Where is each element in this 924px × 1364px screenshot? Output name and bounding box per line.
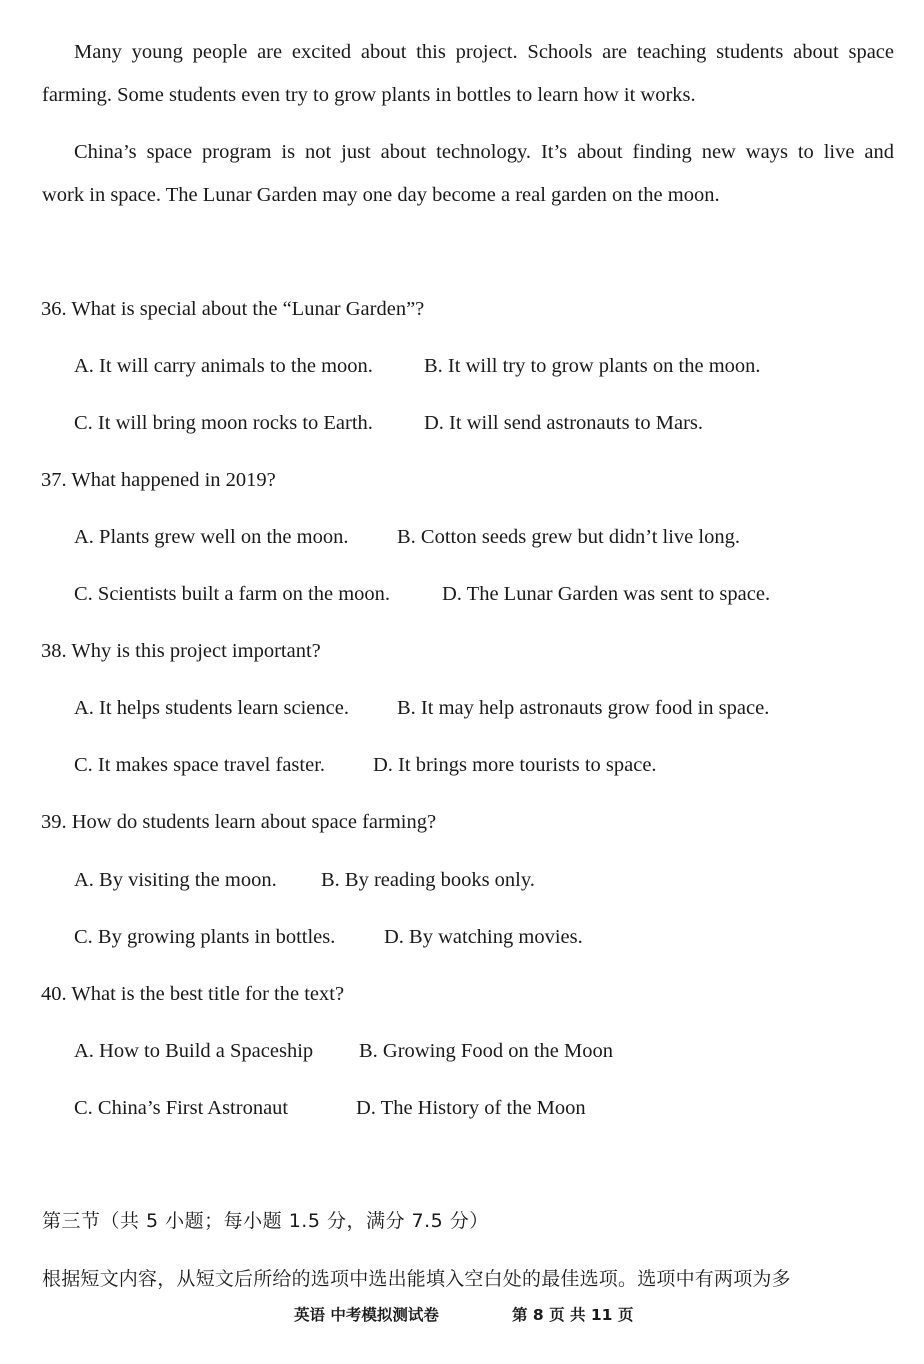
question-40-option-a: A. How to Build a Spaceship (74, 1040, 314, 1062)
question-36-option-c: C. It will bring moon rocks to Earth. (74, 412, 373, 434)
question-39-option-a: A. By visiting the moon. (74, 869, 277, 891)
passage-paragraph-2-line-2: work in space. The Lunar Garden may one day become a real garden on the moon. (42, 184, 720, 206)
footer-subject: 英语 中考模拟测试卷 (294, 1306, 439, 1324)
question-40-option-d: D. The History of the Moon (356, 1097, 586, 1119)
question-39-option-d: D. By watching movies. (384, 926, 583, 948)
question-37-stem: 37. What happened in 2019? (41, 469, 276, 491)
question-38-stem: 38. Why is this project important? (41, 640, 321, 662)
question-39-stem: 39. How do students learn about space farming? (41, 811, 437, 833)
passage-paragraph-1-line-2: farming. Some students even try to grow plants in bottles to learn how it works. (42, 84, 696, 106)
question-36-option-a: A. It will carry animals to the moon. (74, 355, 373, 377)
passage-paragraph-1-line-1: Many young people are excited about this project. Schools are teaching students about space (74, 41, 894, 63)
question-38-option-b: B. It may help astronauts grow food in space. (397, 697, 770, 719)
question-38-option-c: C. It makes space travel faster. (74, 754, 326, 776)
passage-paragraph-2-line-1: China’s space program is not just about technology. It’s about finding new ways to live and (74, 141, 894, 163)
question-40-stem: 40. What is the best title for the text? (41, 983, 345, 1005)
question-37-option-d: D. The Lunar Garden was sent to space. (442, 583, 771, 605)
section-3-heading: 第三节（共 5 小题；每小题 1.5 分，满分 7.5 分） (42, 1210, 489, 1232)
question-39-option-c: C. By growing plants in bottles. (74, 926, 336, 948)
question-38-option-a: A. It helps students learn science. (74, 697, 349, 719)
question-40-option-b: B. Growing Food on the Moon (359, 1040, 613, 1062)
question-36-option-d: D. It will send astronauts to Mars. (424, 412, 703, 434)
question-36-stem: 36. What is special about the “Lunar Garden”? (41, 298, 425, 320)
question-38-option-d: D. It brings more tourists to space. (373, 754, 657, 776)
question-37-option-b: B. Cotton seeds grew but didn’t live long. (397, 526, 740, 548)
question-40-option-c: C. China’s First Astronaut (74, 1097, 289, 1119)
question-36-option-b: B. It will try to grow plants on the moon. (424, 355, 761, 377)
question-39-option-b: B. By reading books only. (321, 869, 535, 891)
section-3-instruction: 根据短文内容，从短文后所给的选项中选出能填入空白处的最佳选项。选项中有两项为多 (42, 1268, 791, 1290)
footer-page-number: 第 8 页 共 11 页 (512, 1306, 634, 1324)
question-37-option-c: C. Scientists built a farm on the moon. (74, 583, 391, 605)
question-37-option-a: A. Plants grew well on the moon. (74, 526, 349, 548)
